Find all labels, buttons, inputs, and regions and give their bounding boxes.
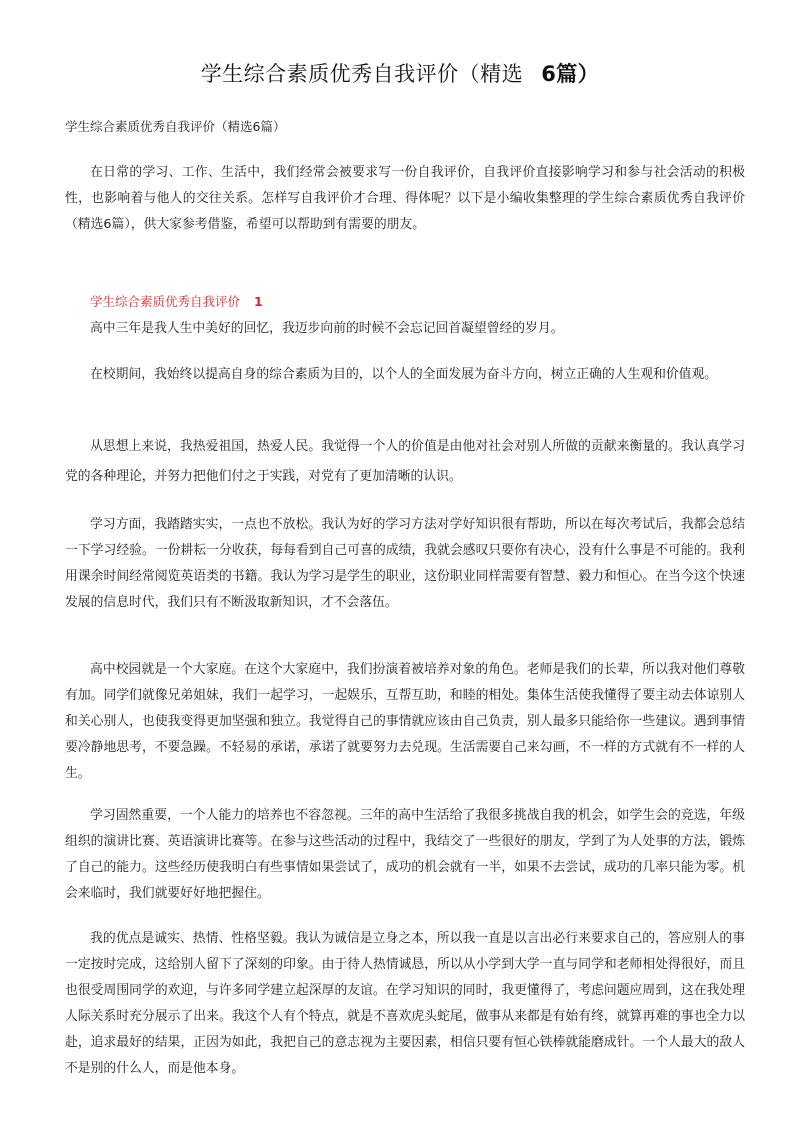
section-heading-text: 学生综合素质优秀自我评价 xyxy=(90,294,241,309)
page-title xyxy=(0,58,800,88)
document-subtitle: 学生综合素质优秀自我评价（精选6篇） xyxy=(65,119,286,134)
page-title-text: 学生综合素质优秀自我评价（精选 xyxy=(200,62,524,86)
page-title-number: 6篇） xyxy=(541,62,600,86)
section-heading-number: 1 xyxy=(254,294,263,309)
body-paragraph: 我的优点是诚实、热情、性格坚毅。我认为诚信是立身之本，所以我一直是以言出必行来要求自己的，答应别人的事一定按时完成，这给别人留下了深刻的印象。由于待人热情诚恳，所以从小学到大学一直与同学和老师相处得很好，而且也很受周围同学的欢迎，与许多同学建立起深厚的友谊。在学习知识的同时，我更懂得了，考虑问题应周到，这在我处理人际关系时充分展示了出来。我这个人有个特点，就是不喜欢虎头蛇尾，做事从来都是有始有终，就算再难的事也全力以赴，追求最好的结果，正因为如此，我把自己的意志视为主要因素，相信只要有恒心铁棒就能磨成针。一个人最大的敌人不是别的什么人，而是他本身。 xyxy=(65,931,745,1076)
body-paragraph: 从思想上来说，我热爱祖国，热爱人民。我觉得一个人的价值是由他对社会对别人所做的贡献来衡量的。我认真学习党的各种理论，并努力把他们付之于实践，对党有了更加清晰的认识。 xyxy=(65,439,745,484)
body-paragraph: 高中三年是我人生中美好的回忆，我迈步向前的时候不会忘记回首凝望曾经的岁月。 xyxy=(90,321,564,336)
body-paragraph: 在校期间，我始终以提高自身的综合素质为目的，以个人的全面发展为奋斗方向，树立正确的人生观和价值观。 xyxy=(90,367,718,382)
section-heading xyxy=(90,292,263,310)
body-paragraph: 学习方面，我踏踏实实，一点也不放松。我认为好的学习方法对学好知识很有帮助，所以在每次考试后，我都会总结一下学习经验。一份耕耘一分收获，每每看到自己可喜的成绩，我就会感叹只要你有决心，没有什么事是不可能的。我利用课余时间经常阅览英语类的书籍。我认为学习是学生的职业，这份职业同样需要有智慧、毅力和恒心。在当今这个快速发展的信息时代，我们只有不断汲取新知识，才不会落伍。 xyxy=(65,517,745,610)
intro-paragraph: 在日常的学习、工作、生活中，我们经常会被要求写一份自我评价，自我评价直接影响学习和参与社会活动的积极性，也影响着与他人的交往关系。怎样写自我评价才合理、得体呢？以下是小编收集整理的学生综合素质优秀自我评价（精选6篇），供大家参考借鉴，希望可以帮助到有需要的朋友。 xyxy=(65,165,745,232)
body-paragraph: 学习固然重要，一个人能力的培养也不容忽视。三年的高中生活给了我很多挑战自我的机会，如学生会的竞选，年级组织的演讲比赛、英语演讲比赛等。在参与这些活动的过程中，我结交了一些很好的朋友，学到了为人处事的方法，锻炼了自己的能力。这些经历使我明白有些事情如果尝试了，成功的机会就有一半，如果不去尝试，成功的几率只能为零。机会来临时，我们就要好好地把握住。 xyxy=(65,808,745,901)
body-paragraph: 高中校园就是一个大家庭。在这个大家庭中，我们扮演着被培养对象的角色。老师是我们的长辈，所以我对他们尊敬有加。同学们就像兄弟姐妹，我们一起学习，一起娱乐，互帮互助，和睦的相处。集体生活使我懂得了要主动去体谅别人和关心别人，也使我变得更加坚强和独立。我觉得自己的事情就应该由自己负责，别人最多只能给你一些建议。遇到事情要冷静地思考，不要急躁。不轻易的承诺，承诺了就要努力去兑现。生活需要自己来勾画，不一样的方式就有不一样的人生。 xyxy=(65,662,745,781)
